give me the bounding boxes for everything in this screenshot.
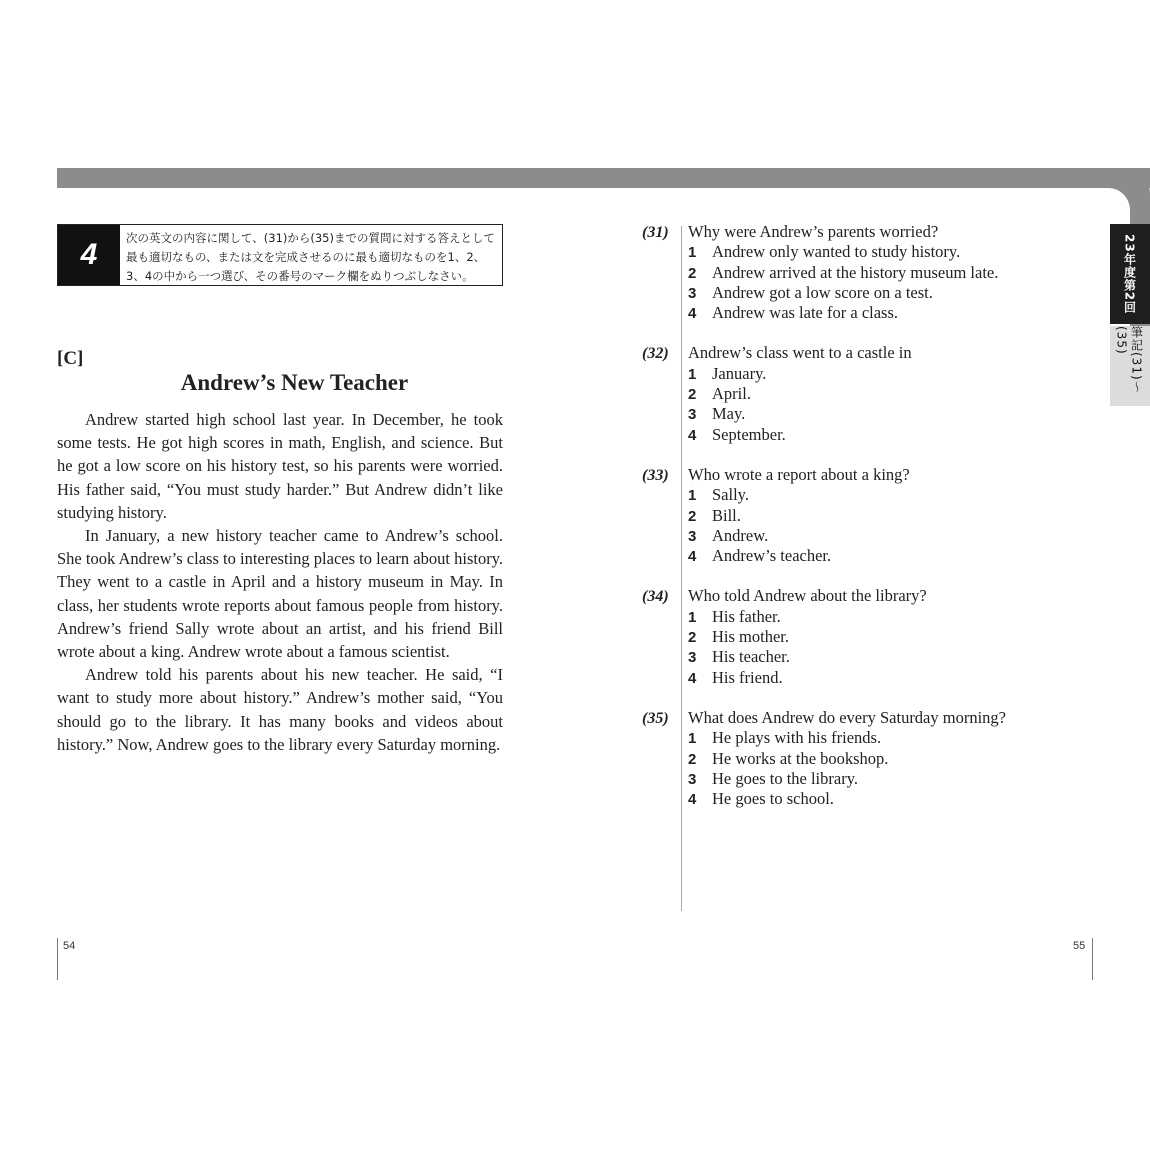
question: [642, 222, 1062, 323]
header-bar: [57, 168, 1150, 188]
story-paragraph: Andrew started high school last year. In December, he took some tests. He got high scores in math, English, and science. But he got a low score on his history test, so his parents were worried. His father said, “You must study harder.” But Andrew didn’t like studying history.: [57, 410, 503, 522]
option-number: 2: [688, 750, 697, 768]
question: [642, 708, 1062, 809]
answer-option[interactable]: [642, 404, 1062, 424]
answer-option[interactable]: [642, 425, 1062, 445]
option-text: He works at the bookshop.: [712, 748, 889, 768]
answer-option[interactable]: [642, 384, 1062, 404]
page-margin-line-left: [57, 938, 58, 980]
answer-option[interactable]: [642, 627, 1062, 647]
question: [642, 465, 1062, 566]
question-number: (33): [642, 466, 669, 484]
question-text: What does Andrew do every Saturday morning?: [688, 707, 1006, 727]
story-paragraph: In January, a new history teacher came to Andrew’s school. She took Andrew’s class to interesting places to learn about history. They went to a castle in April and a history museum in May. In class, her students wrote reports about famous people from history. Andrew’s friend Sally wrote about an artist, and his friend Bill wrote about a king. Andrew wrote about a famous scientist.: [57, 526, 503, 662]
option-text: January.: [712, 363, 767, 383]
option-text: Andrew’s teacher.: [712, 546, 832, 566]
option-number: 2: [688, 629, 697, 647]
option-number: 3: [688, 770, 697, 788]
option-number: 1: [688, 730, 697, 748]
option-text: Andrew.: [712, 525, 769, 545]
answer-option[interactable]: [642, 668, 1062, 688]
answer-option[interactable]: [642, 526, 1062, 546]
option-number: 2: [688, 264, 697, 282]
page-margin-line-right: [1092, 938, 1093, 980]
section-number: 4: [58, 225, 120, 285]
option-number: 1: [688, 244, 697, 262]
option-number: 4: [688, 669, 697, 687]
answer-option[interactable]: [642, 242, 1062, 262]
option-number: 3: [688, 284, 697, 302]
option-number: 4: [688, 548, 697, 566]
side-tab-section[interactable]: 筆記(31)〜(35): [1110, 326, 1150, 406]
page-number-right: 55: [1073, 940, 1086, 952]
option-number: 3: [688, 649, 697, 667]
section-label: [C]: [57, 348, 84, 369]
option-text: Bill.: [712, 505, 741, 525]
question: [642, 343, 1062, 444]
option-text: Andrew arrived at the history museum late.: [712, 262, 999, 282]
answer-option[interactable]: [642, 647, 1062, 667]
option-text: Andrew only wanted to study history.: [712, 242, 961, 262]
option-text: Sally.: [712, 485, 749, 505]
option-text: His mother.: [712, 627, 789, 647]
question-text: Who told Andrew about the library?: [688, 586, 927, 606]
option-text: His teacher.: [712, 647, 790, 667]
option-text: Andrew was late for a class.: [712, 303, 899, 323]
option-number: 1: [688, 487, 697, 505]
page-number-left: 54: [63, 940, 76, 952]
question-number: (34): [642, 588, 669, 606]
option-number: 3: [688, 406, 697, 424]
question-text: Andrew’s class went to a castle in: [688, 343, 912, 363]
story-body: [57, 408, 503, 756]
answer-option[interactable]: [642, 607, 1062, 627]
option-number: 2: [688, 507, 697, 525]
question-text: Why were Andrew’s parents worried?: [688, 222, 939, 241]
option-number: 1: [688, 608, 697, 626]
answer-option[interactable]: [642, 728, 1062, 748]
option-text: His father.: [712, 606, 781, 626]
answer-option[interactable]: [642, 546, 1062, 566]
answer-option[interactable]: [642, 506, 1062, 526]
option-text: May.: [712, 404, 746, 424]
option-number: 4: [688, 791, 697, 809]
answer-option[interactable]: [642, 749, 1062, 769]
answer-option[interactable]: [642, 263, 1062, 283]
instruction-text: 次の英文の内容に関して、(31)から(35)までの質問に対する答えとして最も適切なもの、または文を完成させるのに最も適切なものを1、2、3、4の中から一つ選び、その番号のマーク欄をぬりつぶしなさい。: [126, 231, 495, 283]
question: [642, 586, 1062, 687]
option-number: 3: [688, 527, 697, 545]
story-paragraph: Andrew told his parents about his new teacher. He said, “I want to study more about history.” Andrew’s mother said, “You should go to the library. It has many books and videos about history.” Now, Andrew goes to the library every Saturday morning.: [57, 665, 503, 754]
option-number: 2: [688, 386, 697, 404]
option-number: 4: [688, 426, 697, 444]
instruction-box: [57, 224, 503, 286]
option-text: He goes to the library.: [712, 768, 859, 788]
answer-option[interactable]: [642, 303, 1062, 323]
question-number: (31): [642, 224, 669, 241]
answer-option[interactable]: [642, 769, 1062, 789]
answer-option[interactable]: [642, 485, 1062, 505]
option-text: His friend.: [712, 667, 783, 687]
answer-option[interactable]: [642, 364, 1062, 384]
question-number: (35): [642, 709, 669, 727]
answer-option[interactable]: [642, 283, 1062, 303]
option-text: He goes to school.: [712, 789, 834, 809]
question-text: Who wrote a report about a king?: [688, 464, 910, 484]
option-text: April.: [712, 384, 751, 404]
option-number: 4: [688, 305, 697, 323]
side-tab-exam[interactable]: 23年度第2回: [1110, 224, 1150, 324]
option-number: 1: [688, 365, 697, 383]
option-text: He plays with his friends.: [712, 728, 882, 748]
answer-option[interactable]: [642, 789, 1062, 809]
option-text: September.: [712, 424, 786, 444]
question-number: (32): [642, 345, 669, 363]
option-text: Andrew got a low score on a test.: [712, 282, 933, 302]
question-list: [642, 222, 1062, 829]
story-title: Andrew’s New Teacher: [180, 370, 409, 395]
